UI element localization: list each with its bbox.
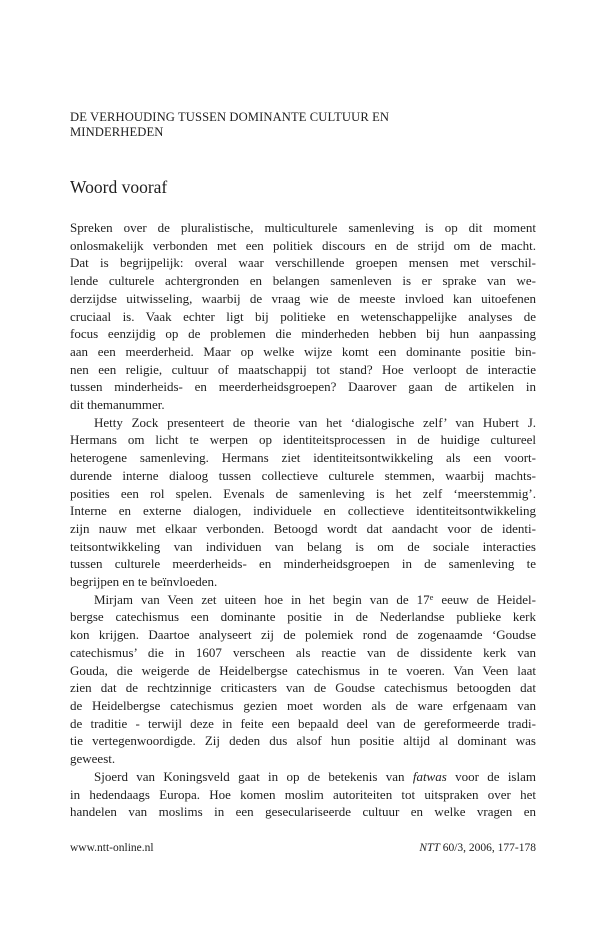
footer-issue-info: 60/3, 2006, 177-178 [439,842,536,854]
text-line: tussen minderheids- en meerderheidsgroepen? Daarover gaan de artikelen in [70,379,536,395]
text-line: handelen van moslims in een geseculariseerde cultuur en welke vragen en [70,804,536,820]
page-footer [70,841,536,855]
text-line: bergse catechismus een dominante positie in de Nederlandse publieke kerk [70,609,536,625]
text-line: kon krijgen. Daartoe analyseert zij de polemiek rond de zogenaamde ‘Goudse [70,627,536,643]
text-line: catechismus’ die in 1607 verscheen als reactie van de dissidente kerk van [70,644,536,660]
article-title-line-1: DE VERHOUDING TUSSEN DOMINANTE CULTUUR EN [70,110,390,124]
footer-journal-abbreviation: NTT [419,842,440,854]
text-line: Spreken over de pluralistische, multiculturele samenleving is op dit moment [70,220,536,235]
text-line: zijn nauw met elkaar verbonden. Betoogd wordt dat aandacht voor de identi- [70,520,536,536]
text-line: heterogene samenleving. Hermans ziet identiteitsontwikkeling als een voort- [70,450,536,466]
text-line: focus eenzijdig op de problemen die minderheden hebben bij hun aanpassing [70,326,536,342]
text-line: geweest. [70,751,116,767]
text-line: tussen culturele meerderheids- en minderheidsgroepen in de samenleving te [70,556,536,572]
article-body [70,219,536,821]
text-line: tie vertegenwoordigde. Zij deden dus alsof hun positie altijd al dominant was [70,733,536,749]
text-line: lende culturele achtergronden en belangen samenleven is er sprake van we- [70,273,536,289]
text-line: onlosmakelijk verbonden met een politiek discours en de strijd om de macht. [70,237,536,253]
text-line: Interne en externe dialogen, individuele en collectieve identiteitsontwikkeling [70,503,536,519]
text-line: Sjoerd van Koningsveld gaat in op de betekenis van fatwas voor de islam [94,768,536,784]
section-heading: Woord vooraf [70,177,168,197]
text-line: posities een rol spelen. Evenals de samenleving is het zelf ‘meerstemmig’. [70,485,536,501]
text-line: Dat is begrijpelijk: overal waar verschillende groepen mensen met verschil- [70,255,536,271]
article-title-line-2: MINDERHEDEN [70,124,164,139]
text-line: Mirjam van Veen zet uiteen hoe in het begin van de 17e eeuw de Heidel- [94,591,536,607]
text-line: nen een religie, cultuur of maatschappij tot stand? Hoe verloopt de interactie [70,361,536,377]
article-title [70,110,536,139]
footer-site-url: www.ntt-online.nl [70,842,154,854]
text-line: derzijdse uitwisseling, waarbij de vraag wie de meeste invloed kan uitoefenen [70,290,536,306]
text-line: aan een meerderheid. Maar op welke wijze komt een dominante positie bin- [70,343,536,359]
text-line: cruciaal is. Vaak echter ligt bij politieke en wetenschappelijke analyses de [70,308,536,324]
paragraph [70,219,536,414]
paragraph [70,768,536,821]
text-line: begrijpen en te beïnvloeden. [70,574,218,590]
text-line: Hermans om licht te werpen op identiteitsprocessen in de huidige cultureel [70,432,536,448]
text-line: de traditie - terwijl deze in feite een bepaald deel van de gereformeerde tradi- [70,715,536,731]
text-line: Hetty Zock presenteert de theorie van het ‘dialogische zelf’ van Hubert J. [94,414,536,430]
footer-journal-reference [419,841,536,855]
text-line: teitsontwikkeling van individuen van belang is om de sociale interacties [70,538,536,554]
text-line: zien dat de rechtzinnige criticasters van de Goudse catechismus betoogden dat [70,680,536,696]
text-line: in hedendaags Europa. Hoe komen moslim autoriteiten tot uitspraken over het [70,786,536,802]
text-line: durende interne dialoog tussen collectieve culturele stemmen, waarbij machts- [70,467,536,483]
paragraph [70,591,536,768]
text-line: dit themanummer. [70,397,165,413]
paragraph [70,414,536,591]
text-line: de Heidelbergse catechismus gezien moet worden als de ware erfgenaam van [70,697,536,713]
text-line: Gouda, die weigerde de Heidelbergse catechismus in te voeren. Van Veen laat [70,662,536,678]
